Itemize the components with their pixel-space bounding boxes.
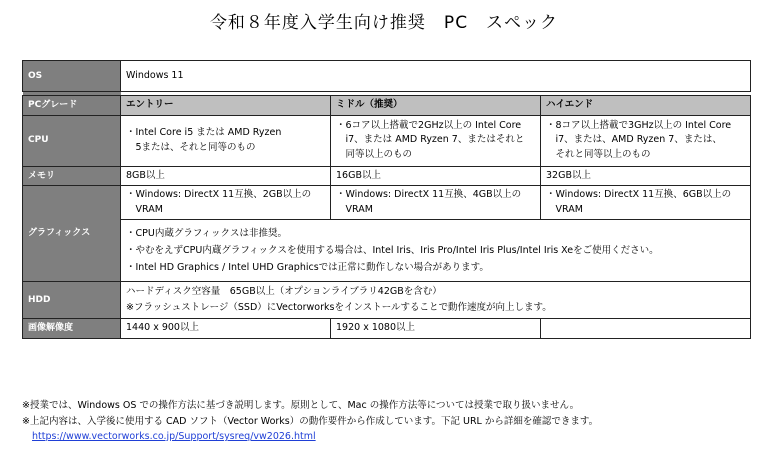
cpu-entry-line: ・Intel Core i5 または AMD Ryzen <box>126 127 282 138</box>
hdd-label: HDD <box>23 282 121 319</box>
os-label: OS <box>23 61 121 92</box>
memory-row <box>23 166 751 186</box>
resolution-middle: 1920 x 1080以上 <box>331 319 541 339</box>
cpu-middle-line: i7、または AMD Ryzen 7、またはそれと <box>336 134 525 146</box>
cpu-high-line: それと同等以上のもの <box>546 148 651 160</box>
graphics-note: ・Intel HD Graphics / Intel UHD Graphicsでは正常に動作しない場合があります。 <box>126 262 489 273</box>
footnote: ※上記内容は、入学後に使用する CAD ソフト（Vector Works）の動作要件から作成しています。下記 URL から詳細を確認できます。 <box>22 415 599 427</box>
hdd-line: ※フラッシュストレージ（SSD）にVectorworksをインストールすることで動作速度が向上します。 <box>126 302 552 313</box>
graphics-high-line: VRAM <box>546 203 583 215</box>
resolution-high <box>541 319 751 339</box>
graphics-middle-line: VRAM <box>336 203 373 215</box>
cpu-high-line: ・8コア以上搭載で3GHz以上の Intel Core <box>546 119 732 131</box>
cpu-middle-line: 同等以上のもの <box>336 148 413 160</box>
graphics-notes-row <box>23 220 751 282</box>
graphics-label: グラフィックス <box>23 186 121 282</box>
cpu-row <box>23 115 751 166</box>
graphics-entry <box>121 186 331 220</box>
graphics-middle-line: ・Windows: DirectX 11互換、4GB以上の <box>336 189 522 200</box>
spec-table <box>22 60 751 339</box>
graphics-entry-line: VRAM <box>126 203 163 215</box>
cpu-label: CPU <box>23 115 121 166</box>
graphics-high <box>541 186 751 220</box>
hdd-row <box>23 282 751 319</box>
memory-entry: 8GB以上 <box>121 166 331 186</box>
graphics-row <box>23 186 751 220</box>
footnotes <box>22 398 598 445</box>
sysreq-link[interactable]: https://www.vectorworks.co.jp/Support/sysreq/vw2026.html <box>32 431 316 442</box>
graphics-entry-line: ・Windows: DirectX 11互換、2GB以上の <box>126 189 312 200</box>
cpu-entry-line: 5または、それと同等のもの <box>126 141 256 153</box>
os-row <box>23 61 751 92</box>
memory-high: 32GB以上 <box>541 166 751 186</box>
memory-middle: 16GB以上 <box>331 166 541 186</box>
page-title: 令和８年度入学生向け推奨 PC スペック <box>209 13 559 33</box>
graphics-note: ・やむをえずCPU内蔵グラフィックスを使用する場合は、Intel Iris、Iris Pro/Intel Iris Plus/Intel Iris Xeをご使用ください。 <box>126 245 659 256</box>
cpu-middle-line: ・6コア以上搭載で2GHz以上の Intel Core <box>336 119 522 131</box>
grade-row <box>23 96 751 116</box>
resolution-label: 画像解像度 <box>23 319 121 339</box>
grade-entry: エントリー <box>121 96 331 116</box>
hdd-line: ハードディスク空容量 65GB以上（オプションライブラリ42GBを含む） <box>126 286 442 297</box>
graphics-notes <box>121 220 751 282</box>
graphics-note: ・CPU内蔵グラフィックスは非推奨。 <box>126 228 287 239</box>
memory-label: メモリ <box>23 166 121 186</box>
grade-high: ハイエンド <box>541 96 751 116</box>
cpu-high <box>541 115 751 166</box>
graphics-middle <box>331 186 541 220</box>
os-value: Windows 11 <box>121 61 751 92</box>
grade-label: PCグレード <box>23 96 121 116</box>
cpu-high-line: i7、または、AMD Ryzen 7、または、 <box>546 134 722 146</box>
cpu-entry <box>121 115 331 166</box>
cpu-middle <box>331 115 541 166</box>
hdd-value <box>121 282 751 319</box>
resolution-entry: 1440 x 900以上 <box>121 319 331 339</box>
graphics-high-line: ・Windows: DirectX 11互換、6GB以上の <box>546 189 732 200</box>
grade-middle: ミドル（推奨） <box>331 96 541 116</box>
footnote: ※授業では、Windows OS での操作方法に基づき説明します。原則として、Mac の操作方法等については授業で取り扱いません。 <box>22 400 580 411</box>
resolution-row <box>23 319 751 339</box>
